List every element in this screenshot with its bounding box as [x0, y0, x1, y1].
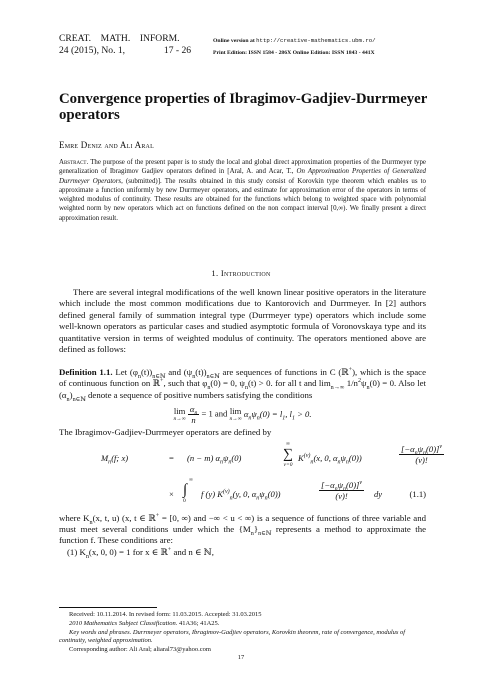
footnote-msc: 2010 Mathematics Subject Classification. 41A36; 41A25.	[69, 619, 220, 627]
section-heading: 1. Introduction	[211, 268, 271, 278]
footnotes	[59, 611, 426, 655]
equation-number: (1.1)	[409, 488, 426, 499]
definition-block	[59, 367, 443, 560]
abstract	[59, 158, 426, 223]
footnote-rule	[59, 607, 157, 608]
definition-text: Definition 1.1. Let $(\varphi_n(t))_{n\in ℕ}$ and $(\psi_n(t))_{n\in ℕ}$ are sequences of functions in C (ℝ+), which is the space of continuous function on ℝ+, such that $\varphi_n(0) = 0$, $\psi_n(t) > 0$. for all t and $\lim_{n\to\infty} 1/n^2\psi_n(0) = 0$. Also let $(\alpha_n)_{n\in ℕ}$ denote a sequence of positive numbers satisfying the conditions	[59, 367, 426, 403]
abstract-label: Abstract.	[59, 159, 89, 166]
abstract-text-1: The purpose of the present paper is to study the local and global direct approximation properties of the Durrmeyer type generalization of Ibragimov Gadjiev operators defined in [Aral, A. and Acar, T.,	[59, 159, 426, 176]
journal-volume	[59, 45, 191, 57]
journal-name: CREAT. MATH. INFORM.	[59, 33, 180, 44]
limit-equation: lim n→∞ $\frac{\alpha_n}{n}$ = 1 and lim n→∞ $\alpha_n\psi_n(0) = l_1$, $l_1 > 0$.	[173, 404, 312, 426]
footnote-received: Received: 10.11.2014. In revised form: 11.03.2015. Accepted: 31.03.2015	[69, 611, 262, 618]
page-number: 17	[237, 654, 245, 661]
condition-1: (1) $K_n(x$, 0, 0) = 1 for x ∈ ℝ+ and n ∈ ℕ,	[67, 546, 214, 560]
journal-volume-issue: 24 (2015), No. 1,	[59, 45, 126, 56]
where-paragraph: where $K_n(x$, t, u) (x, t ∈ ℝ+ = [0, ∞) and −∞ < u < ∞) is a sequence of functions of three variable and must meet several conditions under which the $\{M_n\}_{n\in ℕ}$ represents a method to approximate the function f. These conditions are:	[59, 512, 427, 546]
definition-label: Definition 1.1.	[59, 367, 113, 377]
operator-equation-line-1: $M_n(f$; x) = (n − m) $\alpha_n\psi_n(0)$ ∞ ∑ ν=0 $K^{(\nu)}_n(x$, 0, $\alpha_n\psi_n(0)$) $[-\alpha_n\psi_n(0)]^\nu$ (ν)!	[101, 440, 443, 468]
abstract-citation: On Approximation Properties of Generalized Durrmeyer Operators	[59, 168, 426, 185]
paper-title: Convergence properties of Ibragimov-Gadjiev-Durrmeyer operators	[59, 91, 428, 123]
sum-symbol: ∑	[283, 446, 293, 462]
journal-pages: 17 - 26	[163, 45, 192, 56]
journal-edition-info	[213, 35, 376, 59]
operators-intro: The Ibragimov-Gadjiev-Durrmeyer operators are defined by	[59, 427, 272, 438]
operator-equation-line-2: × ∞ ∫ 0 f (y) $K^{(\nu)}_n(y$, 0, $\alpha_n\psi_n(0)$) $[-\alpha_n\psi_n(0)]^\nu$ (ν)! dy (1.1)	[169, 476, 426, 504]
integral-symbol: ∫	[183, 481, 188, 498]
footnote-keywords: Key words and phrases. Durrmeyer operators, Ibragimov-Gadjiev operators, Korovkin theorem, rate of convergence, modulus of continuity, weighted approximation.	[59, 628, 406, 645]
paper-authors: Emre Deniz and Ali Aral	[59, 140, 154, 150]
abstract-text-2: , (submitted)]. The results obtained in this study consist of Korovkin type theorem which enables us to approximate a function uniformly by new Durrmeyer operators, and estimate for approximation error of the operators in terms of weighted modulus of continuity. These results are obtained for the functions which belong to weighted space with polynomial weighted norm by new operators which act on functions defined on the non compact interval [0,∞). We finally present a direct approximation result.	[59, 177, 426, 222]
online-label: Online version at	[213, 38, 255, 44]
footnote-corresponding: Corresponding author: Ali Aral; aliaral73@yahoo.com	[69, 646, 211, 654]
intro-paragraph: There are several integral modifications of the well known linear positive operators in the literature which include the most common modifications due to Kantorovich and Durrmeyer. In [2] authors defined general family of summation integral type (Durrmeyer type) operators which include some well-known operators as particular cases and studied asymptotic formula of Voronovskaya type and its quantitative version in terms of weighted modulus of continuity. The operators mentioned above are defined as follows:	[59, 287, 426, 355]
print-edition: Print Edition: ISSN 1584 - 286X Online Edition: ISSN 1843 - 441X	[213, 50, 375, 56]
online-url[interactable]: http://creative-mathematics.ubm.ro/	[256, 37, 376, 44]
journal-header	[59, 33, 191, 57]
